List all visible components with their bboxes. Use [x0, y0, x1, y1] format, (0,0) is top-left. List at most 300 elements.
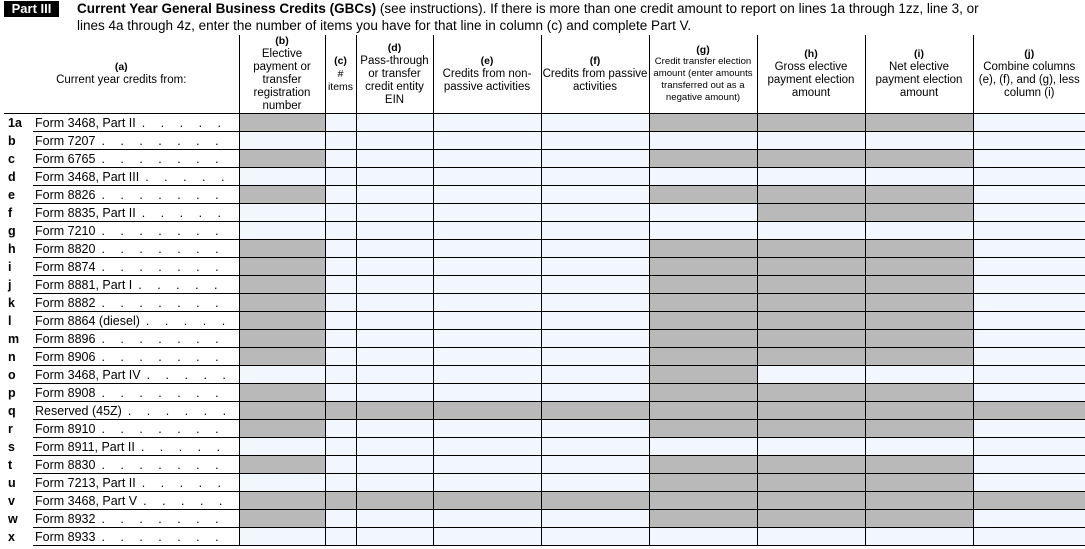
entry-cell-g [649, 492, 757, 510]
entry-cell-d[interactable] [356, 150, 433, 168]
table-row [4, 402, 1085, 420]
entry-cell-i[interactable] [865, 528, 973, 546]
leader-dots: . . . . . . . [101, 295, 225, 310]
entry-cell-f[interactable] [541, 510, 649, 528]
entry-cell-i[interactable] [865, 132, 973, 150]
col-header-i [865, 35, 973, 114]
entry-cell-f[interactable] [541, 420, 649, 438]
part-title-bold: Current Year General Business Credits (GBCs) [77, 1, 377, 16]
part-title-rest: (see instructions). If there is more than one credit amount to report on lines 1a through 1zz, line 3, or [376, 1, 979, 16]
line-description-text: Form 8835, Part II [35, 205, 136, 220]
line-description [33, 348, 239, 366]
line-number: l [8, 313, 12, 328]
entry-cell-d[interactable] [356, 186, 433, 204]
line-number: f [8, 205, 13, 220]
leader-dots: . . . . . . . [101, 133, 225, 148]
entry-cell-h [757, 492, 865, 510]
line-description-text: Reserved (45Z) [35, 403, 122, 418]
entry-cell-h [757, 114, 865, 132]
entry-cell-i[interactable] [865, 366, 973, 384]
line-description-text: Form 8908 [35, 385, 96, 400]
line-description [33, 150, 239, 168]
entry-cell-g [649, 420, 757, 438]
entry-cell-f[interactable] [541, 474, 649, 492]
line-description [33, 168, 239, 186]
entry-cell-d[interactable] [356, 132, 433, 150]
entry-cell-j[interactable] [973, 330, 1085, 348]
entry-cell-f[interactable] [541, 456, 649, 474]
table-row [4, 312, 1085, 330]
entry-cell-c[interactable] [325, 240, 356, 258]
entry-cell-h [757, 186, 865, 204]
entry-cell-h[interactable] [757, 438, 865, 456]
leader-dots: . . . . . . . [101, 421, 225, 436]
entry-cell-e[interactable] [433, 150, 541, 168]
line-description-text: Form 3468, Part II [35, 115, 136, 130]
entry-cell-c[interactable] [325, 366, 356, 384]
entry-cell-i [865, 492, 973, 510]
entry-cell-j[interactable] [973, 240, 1085, 258]
entry-cell-b [239, 348, 325, 366]
table-row [4, 438, 1085, 456]
entry-cell-j[interactable] [973, 132, 1085, 150]
entry-cell-h [757, 258, 865, 276]
entry-cell-f[interactable] [541, 384, 649, 402]
entry-cell-f[interactable] [541, 330, 649, 348]
entry-cell-e[interactable] [433, 456, 541, 474]
col-letter-f: (f) [589, 54, 601, 67]
credits-table [4, 35, 1085, 546]
entry-cell-c[interactable] [325, 150, 356, 168]
leader-dots: . . . . . [145, 169, 231, 184]
entry-cell-e[interactable] [433, 312, 541, 330]
entry-cell-f[interactable] [541, 186, 649, 204]
entry-cell-b[interactable] [239, 168, 325, 186]
entry-cell-j[interactable] [973, 312, 1085, 330]
line-number: c [8, 151, 15, 166]
entry-cell-j[interactable] [973, 528, 1085, 546]
entry-cell-d[interactable] [356, 312, 433, 330]
entry-cell-d[interactable] [356, 240, 433, 258]
entry-cell-d[interactable] [356, 420, 433, 438]
entry-cell-h [757, 312, 865, 330]
entry-cell-h [757, 384, 865, 402]
entry-cell-d[interactable] [356, 456, 433, 474]
line-number: g [8, 223, 16, 238]
entry-cell-b [239, 330, 325, 348]
line-description-text: Form 8881, Part I [35, 277, 133, 292]
entry-cell-g [649, 384, 757, 402]
entry-cell-h[interactable] [757, 168, 865, 186]
entry-cell-d[interactable] [356, 438, 433, 456]
entry-cell-f[interactable] [541, 258, 649, 276]
line-description [33, 456, 239, 474]
entry-cell-h[interactable] [757, 132, 865, 150]
line-description-text: Form 8820 [35, 241, 96, 256]
leader-dots: . . . . . [140, 439, 227, 454]
entry-cell-d [356, 492, 433, 510]
line-description [33, 402, 239, 420]
line-description [33, 492, 239, 510]
entry-cell-f[interactable] [541, 114, 649, 132]
entry-cell-c[interactable] [325, 186, 356, 204]
entry-cell-f[interactable] [541, 276, 649, 294]
entry-cell-f[interactable] [541, 312, 649, 330]
entry-cell-e[interactable] [433, 474, 541, 492]
entry-cell-b [239, 420, 325, 438]
entry-cell-b[interactable] [239, 366, 325, 384]
entry-cell-f[interactable] [541, 294, 649, 312]
entry-cell-j [973, 492, 1085, 510]
entry-cell-j[interactable] [973, 114, 1085, 132]
entry-cell-f[interactable] [541, 222, 649, 240]
entry-cell-e[interactable] [433, 420, 541, 438]
entry-cell-i [865, 204, 973, 222]
table-row [4, 276, 1085, 294]
line-number: n [8, 349, 16, 364]
entry-cell-c[interactable] [325, 312, 356, 330]
entry-cell-h [757, 276, 865, 294]
line-description [33, 204, 239, 222]
entry-cell-g [649, 276, 757, 294]
line-description-text: Form 8830 [35, 457, 96, 472]
entry-cell-i [865, 240, 973, 258]
leader-dots: . . . . . . [127, 403, 233, 418]
line-description-text: Form 8874 [35, 259, 96, 274]
entry-cell-g [649, 330, 757, 348]
entry-cell-d[interactable] [356, 258, 433, 276]
line-description [33, 312, 239, 330]
entry-cell-c[interactable] [325, 114, 356, 132]
line-description [33, 114, 239, 132]
leader-dots: . . . . . . . [101, 259, 225, 274]
leader-dots: . . . . . [141, 205, 227, 220]
entry-cell-e[interactable] [433, 132, 541, 150]
entry-cell-d[interactable] [356, 528, 433, 546]
entry-cell-c[interactable] [325, 528, 356, 546]
entry-cell-g[interactable] [649, 132, 757, 150]
line-description [33, 510, 239, 528]
line-description [33, 330, 239, 348]
entry-cell-j[interactable] [973, 168, 1085, 186]
col-label-c: # items [327, 67, 354, 93]
col-label-g: Credit transfer election amount (enter amounts transferred out as a negative amount) [653, 56, 753, 103]
leader-dots: . . . . . . . [101, 457, 225, 472]
entry-cell-b[interactable] [239, 204, 325, 222]
entry-cell-i[interactable] [865, 438, 973, 456]
entry-cell-f [541, 402, 649, 420]
entry-cell-g[interactable] [649, 438, 757, 456]
leader-dots: . . . . . [141, 475, 227, 490]
entry-cell-f[interactable] [541, 132, 649, 150]
table-row [4, 132, 1085, 150]
entry-cell-c[interactable] [325, 474, 356, 492]
entry-cell-d[interactable] [356, 168, 433, 186]
entry-cell-b[interactable] [239, 222, 325, 240]
col-header-a [4, 35, 239, 114]
entry-cell-i [865, 402, 973, 420]
entry-cell-i [865, 258, 973, 276]
col-label-d: Pass-through or transfer credit entity EIN [360, 54, 429, 106]
entry-cell-e[interactable] [433, 528, 541, 546]
line-description-text: Form 8826 [35, 187, 96, 202]
entry-cell-e [433, 492, 541, 510]
line-description-text: Form 8932 [35, 511, 96, 526]
entry-cell-j[interactable] [973, 474, 1085, 492]
entry-cell-d[interactable] [356, 474, 433, 492]
entry-cell-j[interactable] [973, 258, 1085, 276]
entry-cell-j[interactable] [973, 384, 1085, 402]
entry-cell-d[interactable] [356, 330, 433, 348]
col-header-g [649, 35, 757, 114]
line-number: s [8, 439, 15, 454]
entry-cell-e[interactable] [433, 240, 541, 258]
entry-cell-b [239, 384, 325, 402]
line-description-text: Form 8906 [35, 349, 96, 364]
entry-cell-b[interactable] [239, 438, 325, 456]
entry-cell-j[interactable] [973, 420, 1085, 438]
entry-cell-i [865, 294, 973, 312]
entry-cell-d[interactable] [356, 204, 433, 222]
col-label-e: Credits from non-passive activities [442, 67, 532, 93]
entry-cell-e[interactable] [433, 114, 541, 132]
entry-cell-i [865, 456, 973, 474]
entry-cell-i [865, 186, 973, 204]
entry-cell-b [239, 276, 325, 294]
entry-cell-h [757, 204, 865, 222]
line-description-text: Form 3468, Part V [35, 493, 138, 508]
entry-cell-c[interactable] [325, 438, 356, 456]
entry-cell-h [757, 456, 865, 474]
entry-cell-e[interactable] [433, 348, 541, 366]
entry-cell-f[interactable] [541, 366, 649, 384]
line-description-text: Form 6765 [35, 151, 96, 166]
column-header-row [4, 35, 1085, 114]
line-description [33, 474, 239, 492]
col-label-f: Credits from passive activities [542, 67, 648, 93]
entry-cell-d[interactable] [356, 276, 433, 294]
entry-cell-b [239, 186, 325, 204]
entry-cell-d[interactable] [356, 222, 433, 240]
entry-cell-d[interactable] [356, 294, 433, 312]
entry-cell-d[interactable] [356, 348, 433, 366]
entry-cell-h[interactable] [757, 366, 865, 384]
table-row [4, 420, 1085, 438]
line-number: h [8, 241, 16, 256]
entry-cell-h [757, 150, 865, 168]
line-description-text: Form 7207 [35, 133, 96, 148]
entry-cell-f[interactable] [541, 438, 649, 456]
entry-cell-i [865, 330, 973, 348]
entry-cell-f[interactable] [541, 168, 649, 186]
table-row [4, 240, 1085, 258]
entry-cell-j[interactable] [973, 204, 1085, 222]
leader-dots: . . . . . . . [101, 187, 225, 202]
entry-cell-b[interactable] [239, 528, 325, 546]
entry-cell-e[interactable] [433, 258, 541, 276]
line-description [33, 222, 239, 240]
part-header [0, 0, 1085, 34]
part-title-line2: lines 4a through 4z, enter the number of items you have for that line in column (c) and complete Part V. [77, 18, 692, 33]
entry-cell-j[interactable] [973, 276, 1085, 294]
leader-dots: . . . . . [141, 115, 227, 130]
entry-cell-c[interactable] [325, 276, 356, 294]
table-row [4, 528, 1085, 546]
leader-dots: . . . . . . . [101, 511, 225, 526]
line-description [33, 528, 239, 546]
line-number: b [8, 133, 16, 148]
entry-cell-e[interactable] [433, 330, 541, 348]
table-row [4, 168, 1085, 186]
line-description-text: Form 8933 [35, 529, 96, 544]
entry-cell-b [239, 258, 325, 276]
entry-cell-c[interactable] [325, 330, 356, 348]
table-row [4, 150, 1085, 168]
col-header-b [239, 35, 325, 114]
entry-cell-c[interactable] [325, 384, 356, 402]
entry-cell-c[interactable] [325, 258, 356, 276]
entry-cell-e[interactable] [433, 384, 541, 402]
entry-cell-i [865, 276, 973, 294]
line-description-text: Form 7213, Part II [35, 475, 136, 490]
table-row [4, 114, 1085, 132]
entry-cell-e[interactable] [433, 168, 541, 186]
entry-cell-c [325, 492, 356, 510]
line-description-text: Form 8882 [35, 295, 96, 310]
entry-cell-c [325, 402, 356, 420]
entry-cell-i [865, 510, 973, 528]
entry-cell-c[interactable] [325, 168, 356, 186]
entry-cell-j[interactable] [973, 510, 1085, 528]
entry-cell-h[interactable] [757, 528, 865, 546]
line-description-text: Form 8910 [35, 421, 96, 436]
entry-cell-b [239, 240, 325, 258]
entry-cell-g [649, 348, 757, 366]
entry-cell-g[interactable] [649, 168, 757, 186]
col-header-d [356, 35, 433, 114]
entry-cell-j[interactable] [973, 294, 1085, 312]
entry-cell-e[interactable] [433, 222, 541, 240]
col-letter-i: (i) [914, 48, 924, 60]
entry-cell-c[interactable] [325, 510, 356, 528]
entry-cell-c[interactable] [325, 420, 356, 438]
col-letter-d: (d) [387, 41, 402, 54]
entry-cell-c[interactable] [325, 204, 356, 222]
line-number: m [8, 331, 20, 346]
entry-cell-f[interactable] [541, 240, 649, 258]
line-description-text: Form 3468, Part IV [35, 367, 141, 382]
entry-cell-f[interactable] [541, 150, 649, 168]
entry-cell-g[interactable] [649, 528, 757, 546]
entry-cell-b [239, 402, 325, 420]
leader-dots: . . . . . . . [101, 223, 225, 238]
entry-cell-d[interactable] [356, 510, 433, 528]
line-description [33, 132, 239, 150]
table-row [4, 258, 1085, 276]
entry-cell-d[interactable] [356, 114, 433, 132]
entry-cell-g [649, 510, 757, 528]
entry-cell-e [433, 402, 541, 420]
entry-cell-g [649, 456, 757, 474]
entry-cell-j[interactable] [973, 150, 1085, 168]
entry-cell-g[interactable] [649, 222, 757, 240]
entry-cell-h [757, 330, 865, 348]
col-label-j: Combine columns (e), (f), and (g), less column (i) [978, 61, 1080, 99]
entry-cell-b[interactable] [239, 132, 325, 150]
entry-cell-f[interactable] [541, 348, 649, 366]
line-description [33, 420, 239, 438]
entry-cell-c[interactable] [325, 222, 356, 240]
entry-cell-e[interactable] [433, 366, 541, 384]
line-description-text: Form 8896 [35, 331, 96, 346]
entry-cell-f[interactable] [541, 204, 649, 222]
table-row [4, 474, 1085, 492]
entry-cell-h[interactable] [757, 222, 865, 240]
entry-cell-j[interactable] [973, 438, 1085, 456]
entry-cell-c[interactable] [325, 456, 356, 474]
entry-cell-i [865, 348, 973, 366]
entry-cell-d[interactable] [356, 366, 433, 384]
entry-cell-j[interactable] [973, 366, 1085, 384]
entry-cell-g [649, 186, 757, 204]
table-row [4, 456, 1085, 474]
entry-cell-i[interactable] [865, 168, 973, 186]
leader-dots: . . . . . [145, 313, 232, 328]
entry-cell-b [239, 456, 325, 474]
entry-cell-h [757, 348, 865, 366]
line-description-text: Form 7210 [35, 223, 96, 238]
entry-cell-j[interactable] [973, 456, 1085, 474]
line-number: w [8, 511, 18, 526]
entry-cell-h [757, 294, 865, 312]
entry-cell-g [649, 240, 757, 258]
entry-cell-e[interactable] [433, 204, 541, 222]
col-letter-b: (b) [275, 35, 289, 47]
entry-cell-b[interactable] [239, 474, 325, 492]
entry-cell-j[interactable] [973, 222, 1085, 240]
entry-cell-d[interactable] [356, 384, 433, 402]
entry-cell-g[interactable] [649, 204, 757, 222]
entry-cell-i [865, 150, 973, 168]
col-header-h [757, 35, 865, 114]
line-description [33, 366, 239, 384]
entry-cell-e[interactable] [433, 186, 541, 204]
col-letter-j: (j) [1024, 48, 1035, 60]
entry-cell-c[interactable] [325, 132, 356, 150]
line-number: x [8, 529, 15, 544]
line-description [33, 186, 239, 204]
entry-cell-c[interactable] [325, 294, 356, 312]
line-description-text: Form 3468, Part III [35, 169, 140, 184]
entry-cell-j[interactable] [973, 348, 1085, 366]
line-number: r [8, 421, 13, 436]
col-header-e [433, 35, 541, 114]
entry-cell-f [541, 492, 649, 510]
entry-cell-j[interactable] [973, 186, 1085, 204]
entry-cell-f[interactable] [541, 528, 649, 546]
entry-cell-g [649, 312, 757, 330]
entry-cell-i[interactable] [865, 222, 973, 240]
entry-cell-e[interactable] [433, 294, 541, 312]
entry-cell-j [973, 402, 1085, 420]
leader-dots: . . . . . . . [101, 151, 225, 166]
entry-cell-e[interactable] [433, 510, 541, 528]
table-row [4, 510, 1085, 528]
entry-cell-e[interactable] [433, 438, 541, 456]
line-description-text: Form 8911, Part II [35, 439, 135, 454]
entry-cell-e[interactable] [433, 276, 541, 294]
entry-cell-c[interactable] [325, 348, 356, 366]
